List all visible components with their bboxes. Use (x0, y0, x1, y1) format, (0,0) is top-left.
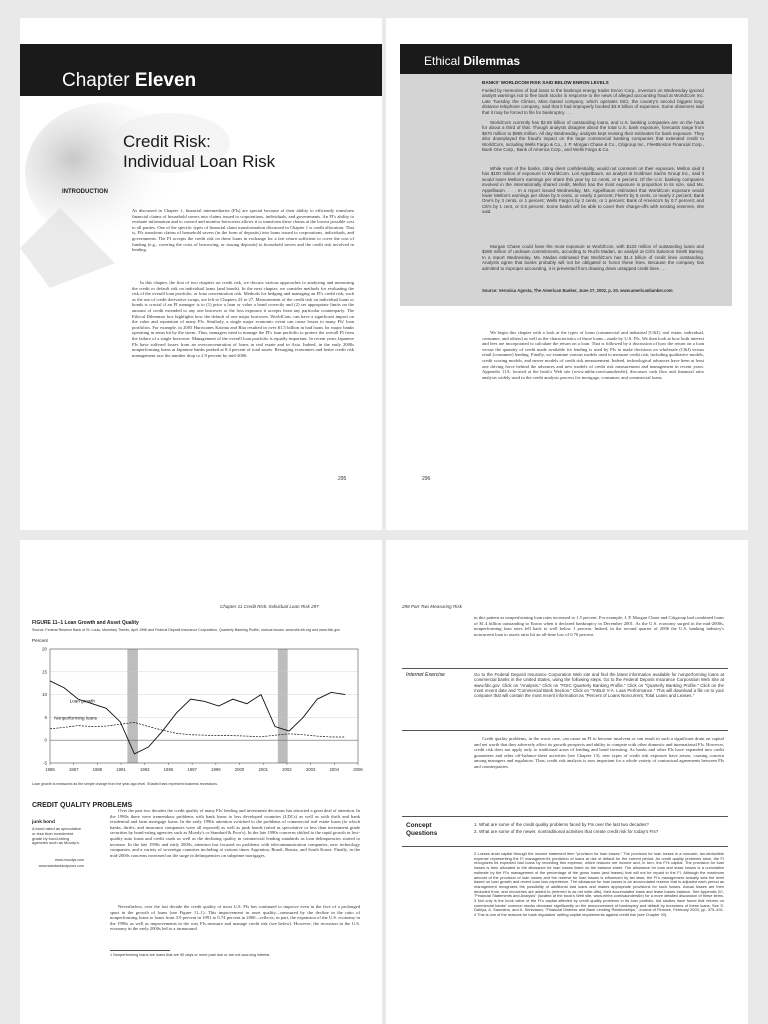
x-tick-label: 1995 (163, 767, 174, 772)
loan-growth-chart (28, 645, 368, 780)
x-tick-label: 1991 (116, 767, 126, 772)
figure-note: Loan growth is measured as the simple change from the year-ago level. Shaded bars represent business recessions. (32, 782, 218, 786)
x-tick-label: 2003 (305, 767, 316, 772)
x-tick-label: 2002 (282, 767, 292, 772)
figure-source: Source: Federal Reserve Bank of St. Louis, Monetary Trends, April 1996 and Federal Deposit Insurance Corporation, Quarterly Banking Profile, various issues. www.stls.frb.org and www.fdic.gov (32, 628, 341, 632)
box-para-2: WorldCom currently has $2.65 billion of outstanding loans, and U.S. banking companies are on the hook for about a third of that. Though analysts disagree about the total U.S. bank exposure, forecasts range from $670 million to $955 million. All day Wednesday, analysts kept revising their estimates for bank exposure. They also downplayed the fraud's impact on the large commercial banking companies that extended credit to WorldCom, including Wells Fargo & Co., J. P. Morgan Chase & Co., Citigroup Inc., FleetBoston Financial Corp., Bank One Corp., Bank of America Corp., and Wells Fargo & Co. (482, 120, 704, 153)
x-tick-label: 2001 (258, 767, 269, 772)
x-tick-label: 1997 (187, 767, 197, 772)
y-tick-label: 0 (44, 737, 47, 743)
body-para: Credit quality problems, in the worst case, can cause an FI to become insolvent or can result in such a significant drain on capital and net worth that they adversely affect its growth prospects and ability to compete with other domestic and international FIs. However, credit risk does not apply only to traditional areas of lending and bond investing. As banks and other FIs have expanded into credit guarantees and other off-balance-sheet activities (see Chapter 13), new types of credit risk exposure have arisen, causing concern among managers and regulators. Thus, credit risk analysis is now important for a whole variety of contractual agreements between FIs and counterparties. (474, 736, 724, 769)
chapter-title (123, 132, 275, 172)
series-label-loan-growth: Loan growth (69, 698, 95, 704)
box-para-1: Fueled by memories of bad loans to the bankrupt energy trader Enron Corp., investors on Wednesday ignored analyst warnings not to flee bank stocks in response to the news of alleged accounting fraud at WorldCom Inc. Late Tuesday the Clinton, Miss.-based company, which operates MCI, the country's second biggest long-distance telephone company, said that it had improperly booked $3.9 billion of expenses. Some observers said that it may be forced to file for bankruptcy . . . (482, 88, 704, 115)
y-tick-label: -5 (42, 760, 47, 766)
page-297 (20, 540, 382, 1024)
concept-rule-bottom (402, 846, 728, 847)
box-headline: BANKS' WORLDCOM RISK SAID BELOW ENRON LEVELS (482, 80, 609, 85)
section-introduction: INTRODUCTION (62, 189, 108, 195)
chapter-banner (20, 44, 382, 96)
exercise-rule-bottom (402, 730, 728, 731)
footnote-rule (110, 950, 170, 951)
series-label-nonperforming: Nonperforming loans (54, 715, 97, 721)
concept-question-2: 2. What are some of the newer, nontraditional activities that create credit risk for today's FIs? (474, 829, 659, 834)
box-para-4: Morgan Chase could have the most exposure to WorldCom, with $133 million of outstanding loans and $268 million of undrawn commitments, according to Ruchi Madan, an analyst at Citi's Salomon Smith Barney. In a report Wednesday, Ms. Madan estimated that WorldCom has $1.4 billion of credit lines outstanding. Analysts agree that banks probably will not be obligated to honor these lines. Because the company has admitted to improper accounting, it is prevented from drawing down untapped credit lines . . . (482, 244, 704, 271)
figure-title: FIGURE 11–1 Loan Growth and Asset Quality (32, 620, 139, 626)
page-295 (20, 18, 382, 530)
x-tick-label: 1987 (68, 767, 79, 772)
box-source: Source: Veronica Agosta, The American Banker, June 27, 2002, p. 20. www.americanbanker.com (482, 288, 673, 293)
top-para: in this pattern as nonperforming loan rates increased to 1.5 percent. For example, J. P. Morgan Chase and Citigroup had combined loans of $1.4 billion outstanding to Enron when it declared bankruptcy in December 2001. As the U.S. economy surged in the mid-2000s, nonperforming loan rates fell back to well below 1 percent. Indeed, in the second quarter of 2006 the U.S. banking industry's noncurrent loan to assets ratio hit an all-time low of 0.70 percent. (474, 615, 724, 637)
banner-name: Dilemmas (463, 54, 521, 68)
ethical-dilemmas-box (400, 74, 732, 306)
x-tick-label: 1999 (211, 767, 221, 772)
concept-question-1: 1. What are some of the credit quality problems faced by FIs over the last two decades? (474, 822, 649, 827)
intro-para-1: As discussed in Chapter 1, financial intermediaries (FIs) are special because of their ability to efficiently transform financial claims of household savers into claims issued to corporations, individuals, and governments. An FI's ability to evaluate information and to control and monitor borrowers allows it to transform these claims at the lowest possible cost to all parties. One of the specific types of financial claim transformation discussed in Chapter 1 is credit allocation. That is, FIs transform claims of household savers (in the form of deposits) into loans issued to corporations, individuals, and governments. The FI accepts the credit risk on these loans in exchange for a fair return sufficient to cover the cost of funding (e.g., covering the costs of borrowing, or issuing deposits) to household savers and the credit risk involved in lending. (132, 208, 354, 253)
footnotes: 2 Losses drain capital through the income statement item "provision for loan losses." The provision for loan losses is a noncash, tax-deductible expense representing the FI management's prediction of loans at risk of default for the current period. As credit quality problems arise, the FI recognizes its expected bad loans by recording this expense, which reduces net income and, in turn, the FI's capital. The provision for loan losses is then allocated to the allowance for loan losses listed on the balance sheet. The allowance for loan and lease losses is a cumulative estimate by the FI's management of the percentage of the gross loans (and leases) that will not be repaid to the FI. Although the maximum amount of the provision of loan losses and the reserve for loan losses is influenced by tax laws, the FI's management actually sets the level based on loan growth and recent loan loss experience. The allowance for loan losses is an accumulated reserve that is adjusted each period as management recognizes the possibility of additional bad loans and makes appropriate provisions for such losses. Actual losses are then deducted from, and recoveries are added to (referred to as net write-offs), their accumulated loans and lease losses balance. See Appendix 2C, "Financial Statements and Analysis" (located at the book's Web site, www.mhhe.com/saunders6e) for a more detailed discussion of these items. 3 Not only is the book value of the FI's capital affected by credit quality problems in its loan portfolio, but studies have found that returns on commercial banks' common stocks decrease significantly on the announcement of bankruptcy and default by borrowers of these loans. See S. Dahiya, A. Saunders, and A. Srinivasan, "Financial Distress and Bank Lending Relationships," Journal of Finance, February 2003, pp. 375–401. 4 This is one of the reasons for bank regulators' setting capital requirements against credit risk (see Chapter 20). (474, 851, 724, 918)
running-head: 298 Part Two Measuring Risk (402, 604, 462, 609)
exercise-rule-top (402, 668, 728, 669)
internet-exercise-label: Internet Exercise (406, 672, 445, 678)
chapter-heading (62, 70, 196, 92)
x-tick-label: 2004 (329, 767, 340, 772)
credit-para-1: Over the past two decades the credit quality of many FIs' lending and investment decisions has attracted a great deal of attention. In the 1980s there were tremendous problems with bank loans to less developed countries (LDCs) as well as with thrift and bank residential and farm mortgage loans. In the early 1990s attention switched to the problems of commercial real estate loans (to which banks, thrifts, and insurance companies were all exposed) as well as junk bonds (rated as speculative or less than investment grade securities by bond-rating agencies such as Moody's or Standard & Poor's). In the late 1990s concerns shifted to the rapid growth in low-quality auto loans and credit cards as well as the declining quality in commercial lending standards as loan delinquencies started to increase. In the late 1990s and early 2000s, attention has focused on problems with telecommunication companies, new technology companies, and a variety of sovereign countries including at various times Argentina, Brazil, Russia, and South Korea. Finally, in the mid-2000s concerns increased on the surge in delinquencies on subprime mortgages. (110, 808, 360, 858)
page-number: 295 (338, 476, 347, 482)
footnote-1: 1 Nonperforming loans are loans that are 90 days or more past due or are not accruing interest. (110, 953, 271, 957)
page-number: 296 (422, 476, 431, 482)
series-nonperforming-line (50, 722, 345, 737)
margin-term: junk bond (32, 820, 55, 825)
margin-url-2: www.standardandpoors.com (38, 864, 84, 868)
body-para: We begin this chapter with a look at the types of loans (commercial and industrial [C&I], real estate, individual, consumer, and others) as well as the characteristics of those loans—made by U.S. FIs. We then look at how both interest and fees are incorporated to calculate the return on a loan. That is followed by a discussion of how the return on a loan versus the quantity of credit made available for lending is used by FIs to make decisions on wholesale (C&I) versus retail (consumer) lending. Finally, we examine various models used to measure credit risk, including qualitative models, credit scoring models, and newer models of credit risk measurement. Indeed, technological advances have been at least one driving force behind the advances and new models of credit risk measurement and management in recent years. Appendix 11A, located at the book's Web site (www.mhhe.com/saunders6e), discusses cash flow and financial ratio analysis widely used in the credit analysis process for mortgage, consumer, and commercial loans. (482, 330, 704, 380)
credit-para-2: Nevertheless, over the last decade the credit quality of most U.S. FIs has continued to improve even in the face of a prolonged spurt in the growth of loans (see Figure 11–1). This improvement in asset quality—measured by the decline in the ratio of nonperforming loans to loans from 3.9 percent in 1991 to 0.74 percent in 2000—reflects, in part, the expansion of the U.S. economy in the 1990s as well as improvements in the way FIs measure and manage credit risk (see below). However, the recession in the U.S. economy in the early 2000s led to a turnaround (110, 904, 360, 932)
y-tick-label: 5 (44, 714, 47, 720)
recession-bar-1 (278, 649, 288, 763)
x-tick-label: 1989 (92, 767, 103, 772)
recession-bar-0 (127, 649, 138, 763)
box-para-3: While most of the banks, citing client confidentiality, would not comment on their exposure, Mellon said it has $100 million of exposure to WorldCom. Lori Appelbaum, an analyst at Goldman Sachs Group Inc., said it would lower Mellon's earnings per share this year by 12 cents, or 6 percent. Of the U.S. banking companies involved in the internationally shared credit, Mellon has the most exposure in proportion to its size, said Ms. Appelbaum. . . . In a report issued Wednesday, Ms. Appelbaum estimated that WorldCom exposure would lower Mellon's earnings per share by 5 cents, or nearly 2 percent; Fleet's by 5 cents, or nearly 2 percent; Bank One's by 3 cents, or 1 percent; Wells Fargo's by 2 cents, or 1 percent; Bank of America's by 0.7 percent; and Citi's by 1 cent, or 0.5 percent. Some banks will be able to cover their charge-offs with existing reserves, she said. (482, 166, 704, 215)
banner-label: Ethical (424, 54, 461, 68)
page-296 (386, 18, 748, 530)
y-tick-label: 10 (41, 692, 47, 698)
x-tick-label: 2006 (353, 767, 363, 772)
chapter-name: Eleven (134, 70, 197, 91)
x-tick-label: 1993 (139, 767, 150, 772)
y-axis-label: Percent (32, 638, 48, 643)
y-tick-label: 20 (41, 646, 47, 652)
running-head: Chapter 11 Credit Risk: Individual Loan Risk 297 (220, 604, 319, 609)
internet-exercise-text: Go to the Federal Deposit Insurance Corporation Web site and find the latest information available for nonperforming loans at commercial banks in the United States, using the following steps. Go to the Federal Deposit Insurance Corporation Web Site at www.fdic.gov. Click on "Analysts." Click on "FDIC Quarterly Banking Profile." Click on "Quarterly Banking Profile." Click on the most recent date and "Commercial Bank Section." Click on "TABLE V-A. Loan Performance." This will download a file on to your computer that will contain the most recent information as "Percent of Loans Noncurrent, Total Loans and Leases." (474, 672, 724, 699)
title-line-2: Individual Loan Risk (123, 152, 276, 171)
x-tick-label: 2000 (234, 767, 245, 772)
ethical-dilemmas-banner (400, 44, 732, 74)
margin-definition: A bond rated as speculative or less than investment grade by bond-rating agencies such as Moody's. (32, 826, 82, 846)
concept-questions-label: Concept Questions (406, 822, 438, 837)
margin-url-1: www.moodys.com (55, 858, 84, 862)
x-tick-label: 1985 (45, 767, 55, 772)
intro-para-2: In this chapter, the first of two chapters on credit risk, we discuss various approaches to analyzing and measuring the credit or default risk on individual loans (and bonds). In the next chapter, we consider methods for evaluating the risk of the overall loan portfolio, or loan concentration risk. Methods for hedging and managing an FI's credit risk, such as the use of credit derivative swaps, are left to Chapters 23 to 27. Measurement of the credit risk on individual loans or bonds is crucial if an FI manager is to (1) price a loan or value a bond correctly and (2) set appropriate limits on the amount of credit extended to any one borrower or the loss exposure it accepts from any particular counterparty. The Ethical Dilemmas box highlights how the default of one major borrower, WorldCom, can have a significant impact on the value and reputation of many FIs. Similarly, a single major economic event can cause losses to many FIs' loan portfolios. For example, in 2005 Hurricanes Katrina and Rita resulted in over $1.5 billion in bad loans for major banks operating in areas hit by the storm. Thus, managers need to manage the FI's loan portfolio to protect the overall FI from the failure of a single borrower. Management of the overall loan portfolio is equally important. In recent years Japanese FIs have suffered losses from an overconcentration of loans in real estate and in Asia. Indeed, in the early 2000s nonperforming loans at Japanese banks peaked at 8.4 percent of total assets. Resurging economies and better credit risk management saw the number drop to 2.9 percent by mid-2006. (132, 280, 354, 358)
section-credit-quality: CREDIT QUALITY PROBLEMS (32, 802, 133, 809)
page-298 (386, 540, 748, 1024)
chapter-label: Chapter (62, 70, 130, 91)
title-line-1: Credit Risk: (123, 132, 211, 151)
y-tick-label: 15 (41, 669, 47, 675)
concept-rule-top (402, 816, 728, 817)
